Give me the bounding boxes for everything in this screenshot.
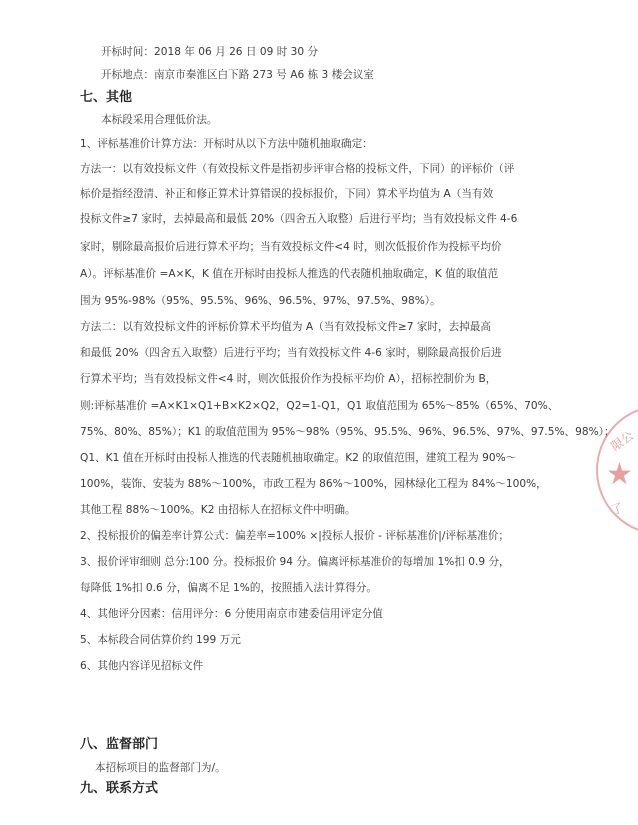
paragraph-line: 2、投标报价的偏差率计算公式：偏差率=100% ×|投标人报价 - 评标基准价|/评标基准价；: [80, 530, 510, 542]
section-9-heading: 九、联系方式: [80, 781, 159, 796]
paragraph-line: 方法一：以有效投标文件（有效投标文件是指初步评审合格的投标文件，下同）的评标价（评: [80, 163, 515, 175]
paragraph-line: 和最低 20%（四舍五入取整）后进行平均；当有效投标文件 4-6 家时，剔除最高报价后进: [80, 347, 502, 359]
section-7-heading: 七、其他: [80, 90, 133, 105]
seal-text-fragment: 限公: [608, 428, 637, 454]
section-8-heading: 八、监督部门: [80, 737, 159, 752]
paragraph-line: 4、其他评分因素：信用评分：6 分使用南京市建委信用评定分值: [80, 608, 383, 620]
paragraph-line: 100%，装饰、安装为 88%～100%，市政工程为 86%～100%，园林绿化工程为 84%～100%，: [80, 478, 547, 490]
paragraph-line: 则:评标基准价 =A×K1×Q1+B×K2×Q2，Q2=1-Q1，Q1 取值范围为 65%～85%（65%、70%、: [80, 400, 559, 412]
paragraph-line: 投标文件≥7 家时，去掉最高和最低 20%（四舍五入取整）后进行平均；当有效投标文件 4-6: [80, 213, 518, 225]
open-place: 开标地点：南京市秦淮区白下路 273 号 A6 栋 3 楼会议室: [101, 69, 375, 81]
paragraph-line: A）。评标基准价 =A×K，K 值在开标时由投标人推选的代表随机抽取确定，K 值的取值范: [80, 268, 499, 280]
paragraph-line: 6、其他内容详见招标文件: [80, 660, 204, 672]
paragraph-line: 本标段采用合理低价法。: [101, 114, 218, 126]
paragraph-line: 3、报价评审细则 总分:100 分。投标报价 94 分。偏离评标基准价的每增加 1%扣 0.9 分，: [80, 556, 510, 568]
paragraph-line: 其他工程 88%～100%。K2 由招标人在招标文件中明确。: [80, 504, 356, 516]
paragraph-line: 每降低 1%扣 0.6 分，偏离不足 1%的，按照插入法计算得分。: [80, 582, 377, 594]
paragraph-line: 围为 95%-98%（95%、95.5%、96%、96.5%、97%、97.5%、98%）。: [80, 295, 441, 307]
paragraph-line: Q1、K1 值在开标时由投标人推选的代表随机抽取确定。K2 的取值范围，建筑工程为 90%～: [80, 452, 517, 464]
paragraph-line: 方法二：以有效投标文件的评标价算术平均值为 A（当有效投标文件≥7 家时，去掉最高: [80, 321, 491, 333]
seal-text-fragment: 了: [609, 500, 626, 518]
paragraph-line: 行算术平均；当有效投标文件<4 时，则次低报价作为投标平均价 A），招标控制价为 B，: [80, 373, 497, 385]
paragraph-line: 5、本标段合同估算价约 199 万元: [80, 634, 241, 646]
seal-star-icon: ★: [606, 457, 633, 492]
paragraph-line: 1、评标基准价计算方法：开标时从以下方法中随机抽取确定：: [80, 138, 373, 150]
supervision-text: 本招标项目的监督部门为/。: [95, 762, 226, 774]
paragraph-line: 家时，剔除最高报价后进行算术平均；当有效投标文件<4 时，则次低报价作为投标平均价: [80, 241, 502, 253]
paragraph-line: 标价是指经澄清、补正和修正算术计算错误的投标报价，下同）算术平均值为 A（当有效: [80, 188, 494, 200]
open-time: 开标时间：2018 年 06 月 26 日 09 时 30 分: [101, 46, 319, 58]
paragraph-line: 75%、80%、85%）；K1 的取值范围为 95%～98%（95%、95.5%、96%、96.5%、97%、97.5%、98%）；: [80, 426, 615, 438]
